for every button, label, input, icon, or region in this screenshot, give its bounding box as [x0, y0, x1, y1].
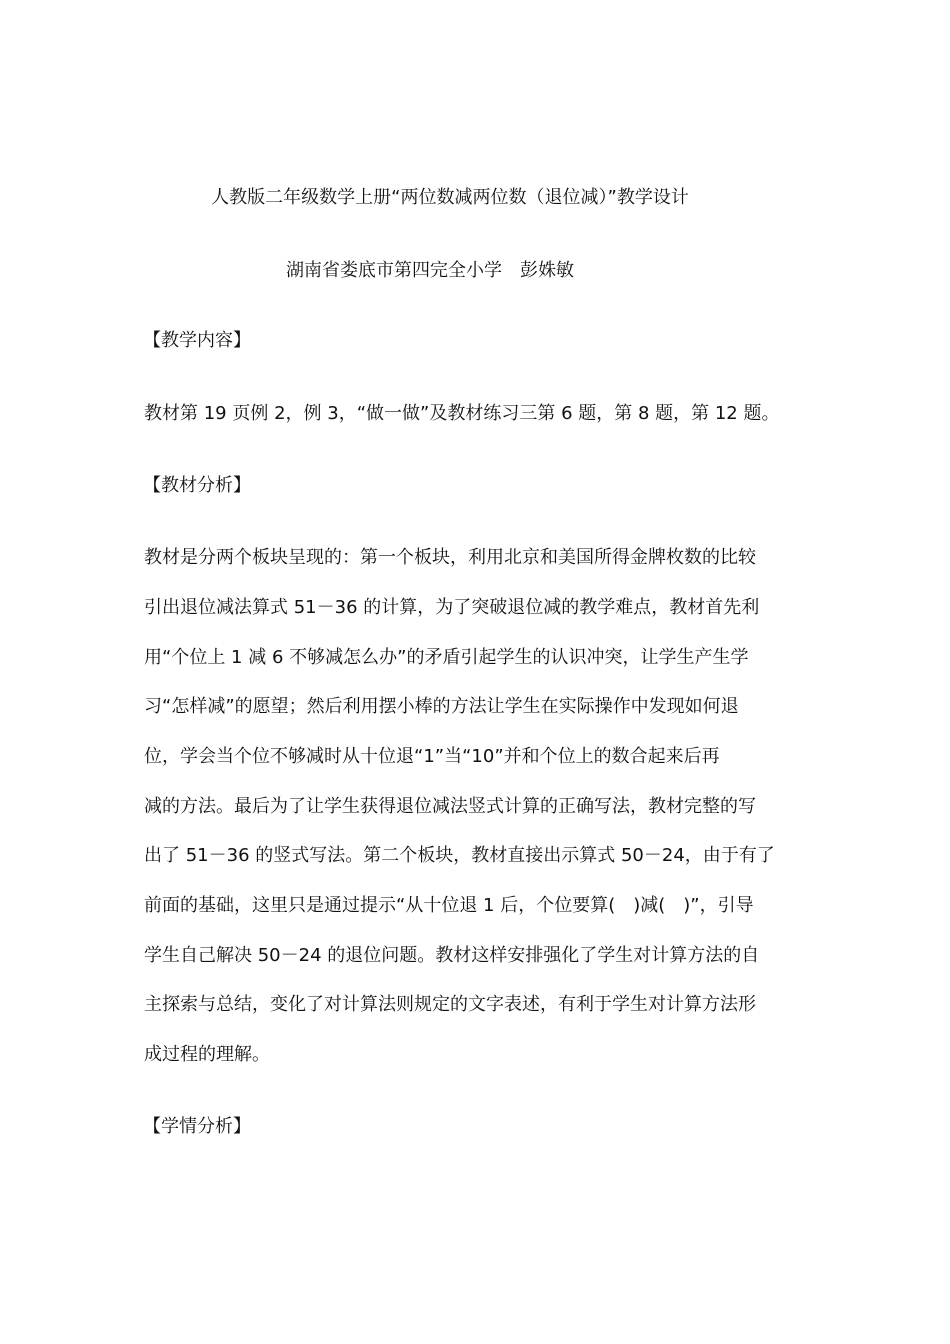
author-line: 湖南省娄底市第四完全小学 彭姝敏 [286, 260, 574, 281]
teaching-content-line: 教材第 19 页例 2，例 3，“做一做”及教材练习三第 6 题，第 8 题，第 12 题。 [144, 403, 780, 424]
material-analysis-line: 主探索与总结，变化了对计算法则规定的文字表述，有利于学生对计算方法形 [144, 994, 756, 1015]
section-heading-teaching-content: 【教学内容】 [143, 330, 251, 351]
material-analysis-line: 习“怎样减”的愿望；然后利用摆小棒的方法让学生在实际操作中发现如何退 [144, 696, 739, 717]
material-analysis-line: 引出退位减法算式 51－36 的计算，为了突破退位减的教学难点，教材首先利 [144, 597, 760, 618]
material-analysis-line: 教材是分两个板块呈现的：第一个板块，利用北京和美国所得金牌枚数的比较 [144, 547, 756, 568]
material-analysis-line: 学生自己解决 50－24 的退位问题。教材这样安排强化了学生对计算方法的自 [144, 945, 760, 966]
section-heading-learner-analysis: 【学情分析】 [143, 1116, 251, 1137]
material-analysis-line: 前面的基础，这里只是通过提示“从十位退 1 后，个位要算( )减( )”，引导 [144, 895, 754, 916]
material-analysis-line: 减的方法。最后为了让学生获得退位减法竖式计算的正确写法，教材完整的写 [144, 796, 756, 817]
material-analysis-line: 成过程的理解。 [144, 1044, 270, 1065]
material-analysis-line: 位，学会当个位不够减时从十位退“1”当“10”并和个位上的数合起来后再 [144, 746, 720, 767]
material-analysis-line: 出了 51－36 的竖式写法。第二个板块，教材直接出示算式 50－24，由于有了 [144, 845, 775, 866]
material-analysis-line: 用“个位上 1 减 6 不够减怎么办”的矛盾引起学生的认识冲突，让学生产生学 [144, 647, 749, 668]
section-heading-material-analysis: 【教材分析】 [143, 475, 251, 496]
document-title: 人教版二年级数学上册“两位数减两位数（退位减）”教学设计 [211, 187, 689, 208]
